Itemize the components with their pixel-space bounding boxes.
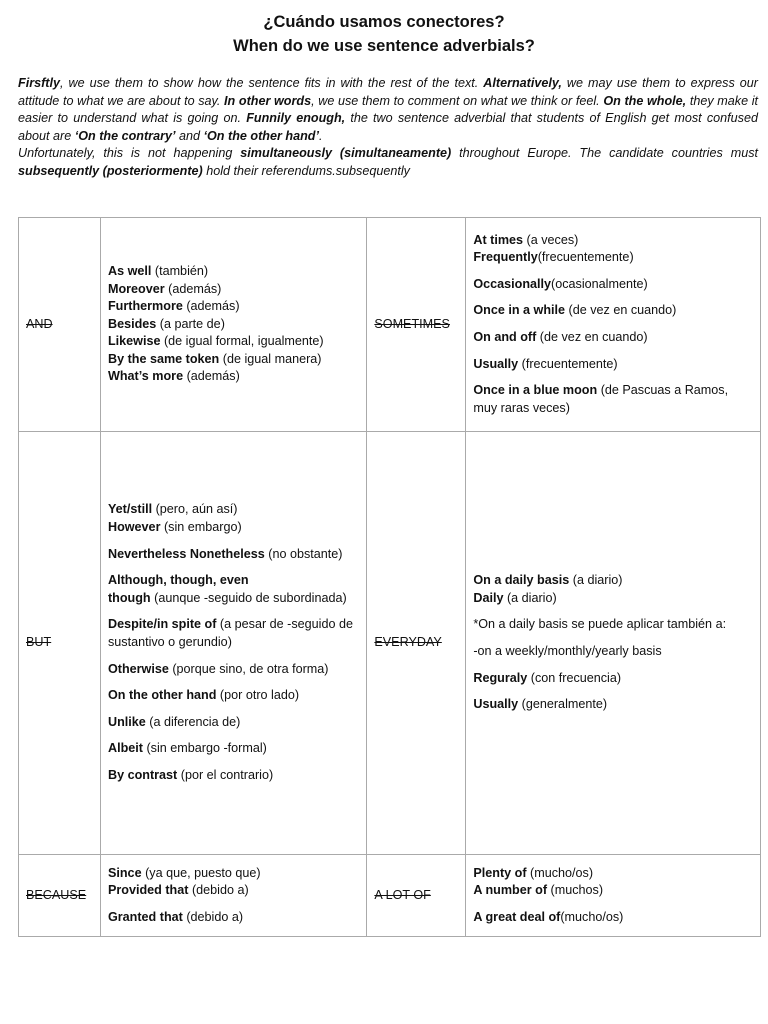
connector-term: Usually	[473, 697, 519, 712]
connector-gloss: (pero, aún así)	[152, 502, 238, 517]
connector-line	[108, 263, 359, 281]
connector-gloss: the two sentence adverbial that students of English get most confused about are	[18, 111, 758, 143]
connector-group	[473, 909, 753, 927]
connector-gloss: (debido a)	[182, 909, 244, 924]
connector-gloss: (con frecuencia)	[527, 670, 622, 685]
title-english: When do we use sentence adverbials?	[233, 37, 535, 55]
connector-gloss: we may use them to express our attitude to what we are about to say.	[18, 76, 758, 108]
connector-term: In other words	[224, 93, 312, 108]
connector-term: A great deal of	[473, 909, 561, 924]
connectors-cell	[100, 432, 366, 855]
connector-group	[473, 329, 753, 347]
connector-term: Alternatively,	[483, 76, 562, 90]
table-row	[19, 855, 761, 937]
connector-line	[473, 382, 753, 417]
connector-term: though	[107, 590, 151, 605]
connector-gloss: (ocasionalmente)	[551, 276, 648, 291]
connector-gloss: (no obstante)	[264, 546, 343, 561]
connector-term: On and off	[473, 330, 537, 344]
connector-term: As well	[107, 263, 152, 278]
connector-group	[108, 740, 359, 758]
connector-gloss: (mucho/os)	[560, 909, 624, 924]
connector-gloss: (a diario)	[569, 573, 623, 588]
intro-paragraph-2	[18, 145, 758, 180]
connector-gloss: (a diario)	[503, 590, 557, 605]
connector-gloss: (aunque -seguido de subordinada)	[150, 590, 347, 605]
connector-line	[108, 882, 359, 900]
connector-line	[108, 616, 359, 651]
connector-line	[473, 356, 753, 374]
connector-term: A number of	[473, 883, 548, 898]
connector-term: On the other hand	[107, 688, 217, 703]
connector-term: Usually	[473, 356, 519, 371]
connector-line	[473, 329, 753, 347]
connector-term: subsequently (posteriormente)	[18, 163, 203, 178]
connector-term: Unlike	[107, 714, 146, 729]
connector-group	[473, 616, 753, 634]
connector-gloss: , we use them to show how the sentence fits in with the rest of the text.	[60, 76, 484, 90]
connector-term: Granted that	[107, 909, 183, 924]
connector-gloss: (muchos)	[547, 883, 604, 898]
connector-group	[473, 232, 753, 267]
connector-group	[473, 356, 753, 374]
connector-line	[108, 368, 359, 386]
connector-term: Once in a blue moon	[473, 383, 598, 398]
connector-term: By contrast	[107, 767, 178, 782]
connector-gloss: (frecuentemente)	[518, 356, 618, 371]
table-row	[19, 218, 761, 432]
connector-term: Once in a while	[473, 303, 566, 318]
connector-gloss: (de vez en cuando)	[565, 303, 677, 318]
connector-gloss: , we use them to comment on what we think or feel.	[311, 93, 604, 108]
connector-group	[108, 909, 359, 927]
connector-gloss: (además)	[164, 281, 222, 296]
connector-term: Besides	[107, 316, 157, 331]
connector-term: Occasionally	[473, 276, 552, 291]
connector-gloss: (por otro lado)	[216, 688, 300, 703]
connector-gloss: (debido a)	[188, 883, 249, 898]
connector-group	[473, 572, 753, 607]
connector-term: Although, though, even	[107, 573, 249, 588]
connector-line	[108, 687, 359, 705]
connector-line	[473, 232, 753, 250]
connector-line	[473, 276, 753, 294]
connector-group	[473, 643, 753, 661]
connector-gloss: (además)	[182, 299, 240, 314]
connector-line	[108, 740, 359, 758]
connector-line	[473, 302, 753, 320]
connector-gloss: .	[318, 128, 323, 143]
document-title	[0, 10, 768, 58]
connector-line	[473, 865, 753, 883]
connector-line	[473, 696, 753, 714]
connector-group	[473, 302, 753, 320]
connector-gloss: (de vez en cuando)	[536, 330, 648, 344]
connector-group	[108, 572, 359, 607]
keyword-cell: EVERYDAY	[367, 432, 466, 855]
connector-gloss: (porque sino, de otra forma)	[168, 661, 329, 676]
connector-gloss: *On a daily basis se puede aplicar también a:	[473, 617, 727, 632]
connector-gloss: (sin embargo -formal)	[142, 741, 267, 756]
connector-gloss: (sin embargo)	[160, 520, 242, 535]
connector-line	[108, 590, 359, 608]
connector-gloss: (de igual manera)	[219, 351, 322, 366]
connector-term: Frequently	[473, 250, 538, 265]
connector-gloss: (a pesar de -seguido de sustantivo o gerundio)	[107, 617, 353, 649]
connector-gloss: (además)	[183, 369, 240, 384]
connector-term: On a daily basis	[473, 573, 570, 588]
connector-term: Daily	[473, 590, 504, 605]
connector-gloss: (ya que, puesto que)	[141, 865, 261, 880]
connector-group	[108, 661, 359, 679]
connector-term: What’s more	[107, 369, 184, 384]
connector-term: Since	[107, 865, 142, 880]
connector-group	[108, 263, 359, 386]
keyword-cell: SOMETIMES	[367, 218, 466, 432]
connector-group	[108, 616, 359, 651]
connector-line	[473, 670, 753, 688]
keyword-cell: A LOT OF	[367, 855, 466, 937]
connector-term: Yet/still	[107, 502, 153, 517]
connectors-cell	[466, 432, 761, 855]
connector-gloss: Unfortunately, this is not happening	[18, 146, 241, 161]
connector-term: Funnily enough,	[246, 111, 346, 126]
connector-group	[473, 696, 753, 714]
connector-gloss: -on a weekly/monthly/yearly basis	[473, 644, 662, 658]
connector-gloss: (a parte de)	[156, 316, 225, 331]
connector-line	[108, 661, 359, 679]
connector-gloss: hold their referendums.subsequently	[202, 163, 410, 178]
connector-line	[473, 249, 753, 267]
connector-line	[108, 501, 359, 519]
connector-gloss: and	[175, 128, 204, 143]
connector-gloss: (por el contrario)	[177, 767, 274, 782]
connector-term: By the same token	[107, 351, 220, 366]
connector-term: On the whole,	[603, 93, 687, 108]
connector-line	[108, 281, 359, 299]
connector-group	[473, 276, 753, 294]
connector-term: Despite/in spite of	[107, 617, 217, 632]
connector-group	[108, 865, 359, 900]
connector-line	[108, 316, 359, 334]
connector-term: At times	[473, 232, 524, 247]
connectors-cell	[466, 855, 761, 937]
connectors-cell	[100, 218, 366, 432]
connector-gloss: they make it easier to understand what is going on.	[18, 93, 759, 126]
connector-gloss: (de igual formal, igualmente)	[160, 334, 324, 349]
connector-term: ‘On the contrary’	[74, 128, 176, 143]
connector-term: However	[107, 520, 161, 535]
intro-paragraph-1	[18, 75, 758, 145]
title-spanish: ¿Cuándo usamos conectores?	[263, 13, 505, 31]
connector-line	[473, 909, 753, 927]
connector-line	[108, 546, 359, 564]
intro-text	[18, 75, 758, 181]
keyword-cell: BECAUSE	[19, 855, 101, 937]
connector-term: Moreover	[107, 281, 165, 296]
connector-group	[108, 767, 359, 785]
connector-line	[108, 714, 359, 732]
connector-term: Albeit	[107, 741, 143, 756]
connector-line	[108, 333, 359, 351]
connector-line	[108, 572, 359, 590]
connector-line	[108, 909, 359, 927]
connector-term: Plenty of	[473, 865, 527, 880]
connector-line	[108, 767, 359, 785]
connector-line	[473, 572, 753, 590]
connector-line	[108, 351, 359, 369]
connector-term: Reguraly	[473, 670, 528, 685]
connector-gloss: (mucho/os)	[526, 865, 594, 880]
connector-gloss: (a veces)	[523, 232, 579, 247]
connector-line	[473, 616, 753, 634]
connector-line	[108, 519, 359, 537]
connector-term: Firsftly	[18, 76, 60, 90]
connectors-cell	[100, 855, 366, 937]
connector-term: Nevertheless Nonetheless	[107, 546, 265, 561]
connector-term: Otherwise	[107, 661, 169, 676]
connector-term: ‘On the other hand’	[203, 128, 319, 143]
connector-term: Provided that	[107, 883, 189, 898]
connector-group	[473, 865, 753, 900]
connector-gloss: (también)	[151, 263, 209, 278]
connector-term: Furthermore	[107, 299, 183, 314]
connector-gloss: (frecuentemente)	[537, 250, 634, 265]
connector-line	[473, 590, 753, 608]
connector-line	[108, 865, 359, 883]
connector-group	[473, 670, 753, 688]
connector-group	[108, 687, 359, 705]
connector-group	[473, 382, 753, 417]
connector-group	[108, 501, 359, 536]
connector-line	[108, 298, 359, 316]
connector-group	[108, 714, 359, 732]
connectors-table	[18, 217, 761, 937]
connector-group	[108, 546, 359, 564]
keyword-cell: AND	[19, 218, 101, 432]
connector-term: simultaneously (simultaneamente)	[240, 146, 452, 161]
connector-line	[473, 643, 753, 661]
connector-line	[473, 882, 753, 900]
connector-term: Likewise	[107, 334, 161, 349]
connector-gloss: throughout Europe. The candidate countries must	[451, 146, 759, 161]
connector-gloss: (de Pascuas a Ramos, muy raras veces)	[473, 383, 729, 415]
connectors-cell	[466, 218, 761, 432]
table-row	[19, 432, 761, 855]
connector-gloss: (a diferencia de)	[145, 714, 241, 729]
keyword-cell: BUT	[19, 432, 101, 855]
connector-gloss: (generalmente)	[518, 697, 608, 712]
